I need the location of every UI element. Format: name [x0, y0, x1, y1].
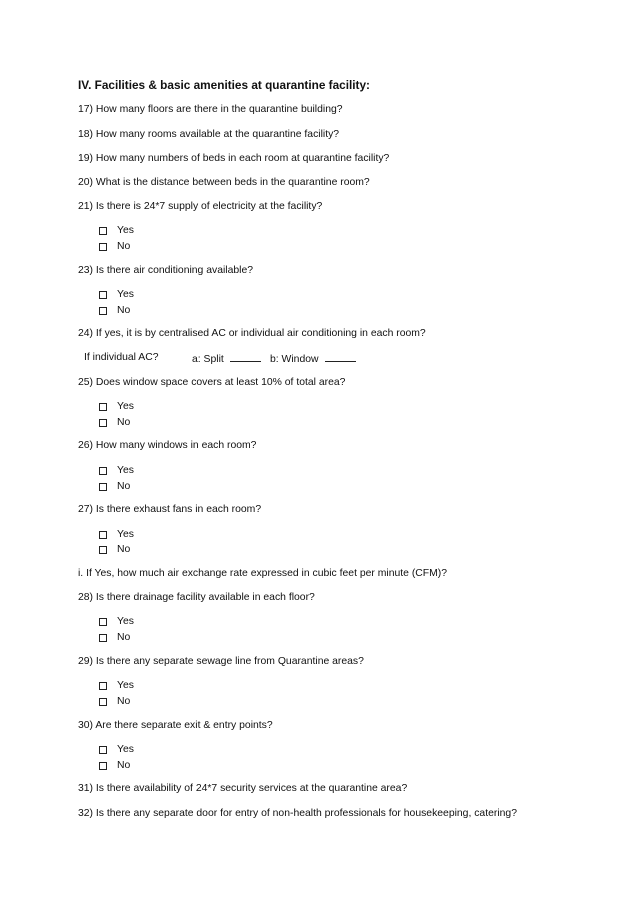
question-24: 24) If yes, it is by centralised AC or individual air conditioning in each room? [78, 328, 426, 339]
option-label: Yes [117, 289, 134, 300]
q28-yes-option[interactable] [99, 616, 134, 627]
checkbox[interactable] [99, 291, 107, 299]
option-label: No [117, 696, 131, 707]
question-25: 25) Does window space covers at least 10% of total area? [78, 377, 346, 388]
option-label: Yes [117, 529, 134, 540]
question-23: 23) Is there air conditioning available? [78, 265, 254, 276]
option-label: No [117, 760, 131, 771]
question-17: 17) How many floors are there in the quarantine building? [78, 104, 343, 115]
option-label: No [117, 544, 131, 555]
q29-no-option[interactable] [99, 696, 130, 707]
question-26: 26) How many windows in each room? [78, 440, 257, 451]
checkbox[interactable] [99, 403, 107, 411]
checkbox[interactable] [99, 618, 107, 626]
option-label: No [117, 481, 131, 492]
split-blank[interactable] [230, 352, 261, 362]
window-blank[interactable] [325, 352, 356, 362]
question-19: 19) How many numbers of beds in each room at quarantine facility? [78, 153, 390, 164]
window-field[interactable] [270, 352, 356, 365]
split-field[interactable] [192, 352, 261, 365]
option-label: Yes [117, 744, 134, 755]
question-20: 20) What is the distance between beds in the quarantine room? [78, 177, 370, 188]
option-label: No [117, 305, 131, 316]
question-27-i: i. If Yes, how much air exchange rate expressed in cubic feet per minute (CFM)? [78, 568, 448, 579]
option-label: Yes [117, 465, 134, 476]
question-28: 28) Is there drainage facility available in each floor? [78, 592, 315, 603]
option-label: Yes [117, 225, 134, 236]
question-18: 18) How many rooms available at the quarantine facility? [78, 129, 340, 140]
q23-yes-option[interactable] [99, 289, 134, 300]
q25-yes-option[interactable] [99, 401, 134, 412]
q30-yes-option[interactable] [99, 744, 134, 755]
checkbox[interactable] [99, 307, 107, 315]
section-heading: IV. Facilities & basic amenities at quarantine facility: [78, 78, 370, 92]
question-27: 27) Is there exhaust fans in each room? [78, 504, 262, 515]
option-label: Yes [117, 401, 134, 412]
checkbox[interactable] [99, 546, 107, 554]
q29-yes-option[interactable] [99, 680, 134, 691]
q26-no-option[interactable] [99, 481, 130, 492]
checkbox[interactable] [99, 243, 107, 251]
option-label: No [117, 632, 131, 643]
split-label: a: Split [192, 354, 224, 365]
checkbox[interactable] [99, 634, 107, 642]
checkbox[interactable] [99, 467, 107, 475]
checkbox[interactable] [99, 698, 107, 706]
question-31: 31) Is there availability of 24*7 security services at the quarantine area? [78, 783, 408, 794]
ac-label: If individual AC? [84, 352, 159, 363]
checkbox[interactable] [99, 227, 107, 235]
q21-no-option[interactable] [99, 241, 130, 252]
option-label: Yes [117, 680, 134, 691]
q28-no-option[interactable] [99, 632, 130, 643]
q27-no-option[interactable] [99, 544, 130, 555]
q23-no-option[interactable] [99, 305, 130, 316]
checkbox[interactable] [99, 531, 107, 539]
question-21: 21) Is there is 24*7 supply of electricity at the facility? [78, 201, 323, 212]
checkbox[interactable] [99, 746, 107, 754]
question-30: 30) Are there separate exit & entry points? [78, 720, 273, 731]
option-label: No [117, 241, 131, 252]
checkbox[interactable] [99, 483, 107, 491]
question-29: 29) Is there any separate sewage line from Quarantine areas? [78, 656, 364, 667]
checkbox[interactable] [99, 762, 107, 770]
window-label: b: Window [270, 354, 319, 365]
option-label: Yes [117, 616, 134, 627]
checkbox[interactable] [99, 419, 107, 427]
option-label: No [117, 417, 131, 428]
q25-no-option[interactable] [99, 417, 130, 428]
checkbox[interactable] [99, 682, 107, 690]
q30-no-option[interactable] [99, 760, 130, 771]
q27-yes-option[interactable] [99, 529, 134, 540]
question-32: 32) Is there any separate door for entry of non-health professionals for housekeeping, catering? [78, 808, 517, 819]
q21-yes-option[interactable] [99, 225, 134, 236]
q26-yes-option[interactable] [99, 465, 134, 476]
